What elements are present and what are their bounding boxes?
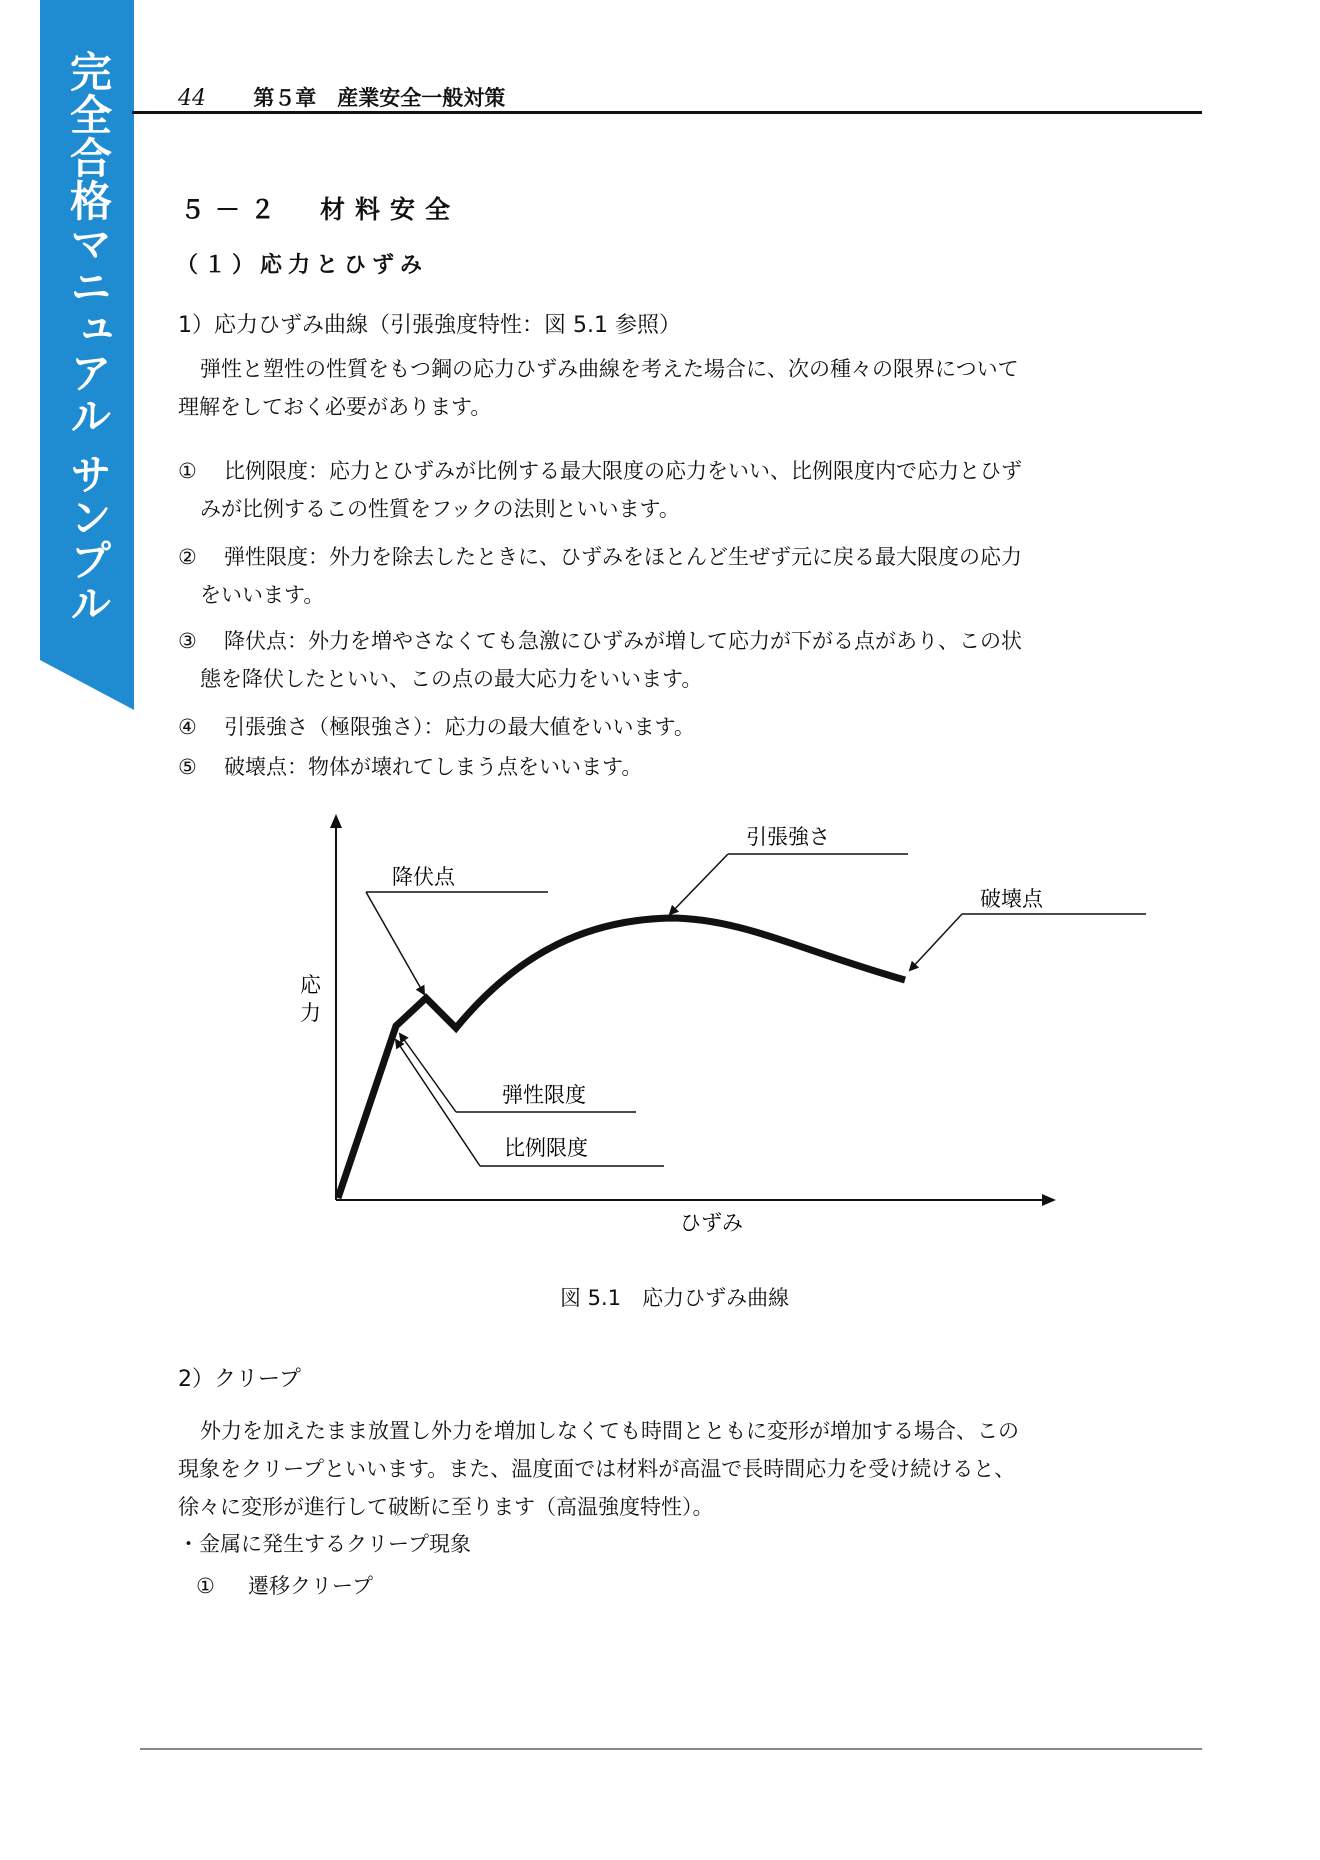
list-text: 比例限度：応力とひずみが比例する最大限度の応力をいい、比例限度内で応力とひず — [224, 459, 1022, 483]
elastic-arrow — [400, 1034, 456, 1112]
intro-paragraph — [178, 350, 1168, 426]
list-item-3 — [178, 622, 1158, 698]
section-title: ５－２ 材料安全 — [180, 195, 461, 224]
page-header — [178, 82, 505, 112]
yield-arrow — [366, 892, 424, 994]
list-item-1 — [178, 452, 1158, 528]
item2-heading: 2）クリープ — [178, 1367, 301, 1392]
creep-line-2: 現象をクリープといいます。また、温度面では材料が高温で長時間応力を受け続けると、 — [178, 1457, 1016, 1481]
item1-heading: 1）応力ひずみ曲線（引張強度特性：図 5.1 参照） — [178, 313, 681, 338]
list-marker: ① — [178, 459, 197, 483]
y-axis-arrowhead — [330, 814, 342, 828]
list-marker: ③ — [178, 629, 197, 653]
label-elastic-limit: 弾性限度 — [502, 1083, 586, 1107]
label-tensile-strength: 引張強さ — [746, 825, 830, 849]
footer-rule — [140, 1748, 1202, 1750]
intro-line-1: 弾性と塑性の性質をもつ鋼の応力ひずみ曲線を考えた場合に、次の種々の限界について — [200, 357, 1019, 381]
y-axis-label-1: 応 — [300, 973, 321, 997]
intro-line-2: 理解をしておく必要があります。 — [178, 395, 492, 419]
list-item-4 — [178, 708, 1158, 746]
creep-bullet: ・金属に発生するクリープ現象 — [178, 1532, 471, 1556]
subsection-title: （１）応力とひずみ — [176, 253, 429, 278]
list-text-cont: みが比例するこの性質をフックの法則といいます。 — [200, 497, 680, 521]
creep-list-item-1 — [196, 1570, 373, 1600]
side-tab-label: 完全合格マニュアル サンプル — [64, 50, 113, 625]
list-text-cont: をいいます。 — [200, 583, 325, 607]
creep-line-1: 外力を加えたまま放置し外力を増加しなくても時間とともに変形が増加する場合、この — [200, 1419, 1019, 1443]
fracture-arrow — [910, 914, 962, 970]
list-text: 降伏点：外力を増やさなくても急激にひずみが増して応力が下がる点があり、この状 — [224, 629, 1022, 653]
list-marker: ⑤ — [178, 755, 197, 779]
list-marker: ① — [196, 1574, 215, 1598]
label-proportional-limit: 比例限度 — [504, 1136, 588, 1160]
list-item-5 — [178, 748, 1158, 786]
stress-strain-curve — [338, 918, 905, 1198]
label-fracture-point: 破壊点 — [980, 887, 1043, 911]
chapter-title: 第５章 産業安全一般対策 — [253, 86, 506, 110]
list-marker: ④ — [178, 715, 197, 739]
creep-line-3: 徐々に変形が進行して破断に至ります（高温強度特性）。 — [178, 1495, 714, 1519]
stress-strain-figure — [0, 810, 1320, 1280]
list-text: 遷移クリープ — [248, 1574, 373, 1598]
proportional-arrow — [396, 1040, 480, 1166]
list-item-2 — [178, 538, 1158, 614]
figure-caption: 図 5.1 応力ひずみ曲線 — [560, 1286, 790, 1310]
list-text: 引張強さ（極限強さ）：応力の最大値をいいます。 — [224, 715, 695, 739]
x-axis-label: ひずみ — [680, 1211, 743, 1235]
x-axis-arrowhead — [1042, 1194, 1056, 1206]
list-text: 弾性限度：外力を除去したときに、ひずみをほとんど生ぜず元に戻る最大限度の応力 — [224, 545, 1022, 569]
list-text-cont: 態を降伏したといい、この点の最大応力をいいます。 — [200, 667, 703, 691]
creep-paragraph — [178, 1412, 1168, 1526]
list-marker: ② — [178, 545, 197, 569]
label-yield-point: 降伏点 — [392, 865, 455, 889]
tensile-arrow — [670, 854, 728, 914]
y-axis-label-2: 力 — [300, 1001, 321, 1025]
page-number: 44 — [178, 86, 206, 111]
header-rule — [132, 111, 1202, 114]
list-text: 破壊点：物体が壊れてしまう点をいいます。 — [224, 755, 643, 779]
